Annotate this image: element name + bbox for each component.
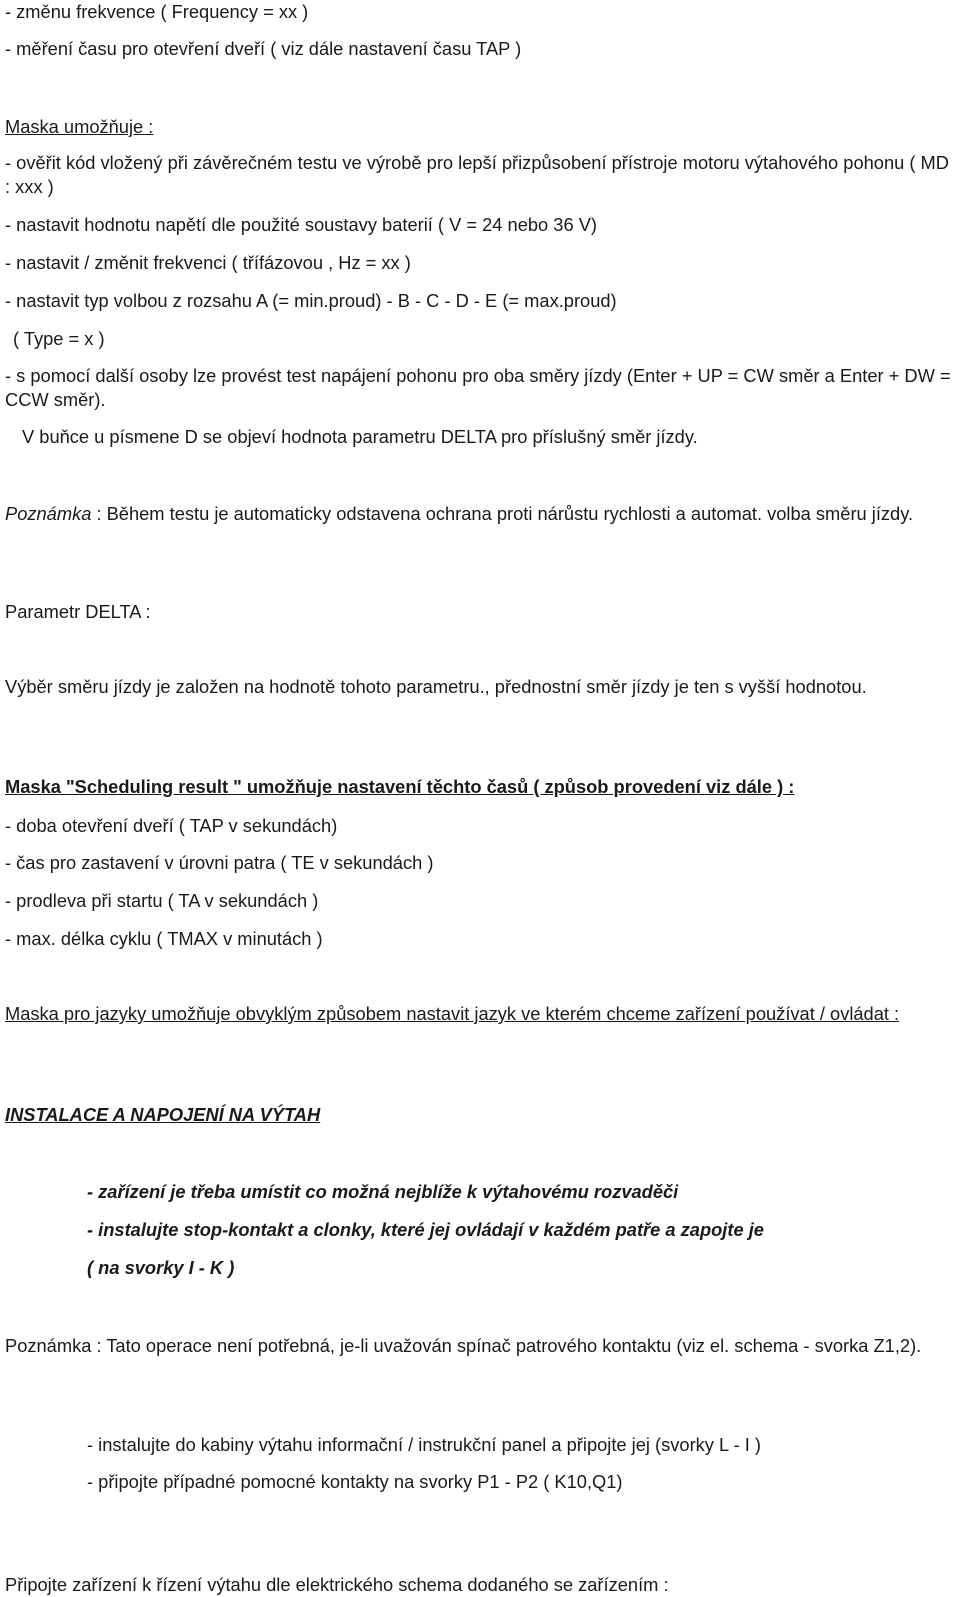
frequency-change-line: - změnu frekvence ( Frequency = xx ): [5, 1, 309, 22]
connect-instruction: Připojte zařízení k řízení výtahu dle elektrického schema dodaného se zařízením :: [5, 1574, 669, 1595]
mask-item-test: - s pomocí další osoby lze provést test napájení pohonu pro oba směry jízdy (Enter + UP = CW směr a Enter + DW = CCW směr).: [5, 365, 951, 410]
delta-heading: Parametr DELTA :: [5, 601, 151, 622]
installation-heading: INSTALACE A NAPOJENÍ NA VÝTAH: [5, 1104, 321, 1125]
door-time-line: - měření času pro otevření dveří ( viz dále nastavení času TAP ): [5, 38, 522, 59]
install-item-aux-contacts: - připojte případné pomocné kontakty na svorky P1 - P2 ( K10,Q1): [87, 1471, 623, 1492]
install-item-terminals: ( na svorky I - K ): [87, 1257, 235, 1278]
mask-item-type: - nastavit typ volbou z rozsahu A (= min.proud) - B - C - D - E (= max.proud): [5, 290, 617, 311]
install-item-stop-contact: - instalujte stop-kontakt a clonky, které jej ovládají v každém patře a zapojte je: [87, 1219, 764, 1240]
mask-item-frequency: - nastavit / změnit frekvenci ( třífázovou , Hz = xx ): [5, 252, 411, 273]
mask-item-code: - ověřit kód vložený při závěrečném testu ve výrobě pro lepší přizpůsobení přístroje motoru výtahového pohonu ( MD : xxx ): [5, 152, 949, 197]
mask-item-voltage: - nastavit hodnotu napětí dle použité soustavy baterií ( V = 24 nebo 36 V): [5, 214, 597, 235]
mask-item-type-value: ( Type = x ): [13, 328, 105, 349]
schedule-item-tap: - doba otevření dveří ( TAP v sekundách): [5, 815, 338, 836]
schedule-item-ta: - prodleva při startu ( TA v sekundách ): [5, 890, 319, 911]
note-test: [5, 502, 954, 526]
scheduling-heading: Maska "Scheduling result " umožňuje nastavení těchto časů ( způsob provedení viz dále ) :: [5, 776, 795, 797]
mask-heading: Maska umožňuje :: [5, 116, 154, 137]
install-item-placement: - zařízení je třeba umístit co možná nejblíže k výtahovému rozvaděči: [87, 1181, 679, 1202]
schedule-item-tmax: - max. délka cyklu ( TMAX v minutách ): [5, 928, 323, 949]
install-item-panel: - instalujte do kabiny výtahu informační / instrukční panel a připojte jej (svorky L - I ): [87, 1434, 761, 1455]
note-label: Poznámka: [5, 503, 92, 524]
language-heading: Maska pro jazyky umožňuje obvyklým způsobem nastavit jazyk ve kterém chceme zařízení používat / ovládat :: [5, 1003, 900, 1024]
note-text: : Během testu je automaticky odstavena ochrana proti nárůstu rychlosti a automat. volba směru jízdy.: [91, 503, 914, 524]
delta-cell-note: V buňce u písmene D se objeví hodnota parametru DELTA pro příslušný směr jízdy.: [22, 426, 698, 447]
delta-text: Výběr směru jízdy je založen na hodnotě tohoto parametru., přednostní směr jízdy je ten s vyšší hodnotou.: [5, 676, 867, 697]
schedule-item-te: - čas pro zastavení v úrovni patra ( TE v sekundách ): [5, 852, 434, 873]
note-operation: Poznámka : Tato operace není potřebná, je-li uvažován spínač patrového kontaktu (viz el. schema - svorka Z1,2).: [5, 1335, 922, 1356]
